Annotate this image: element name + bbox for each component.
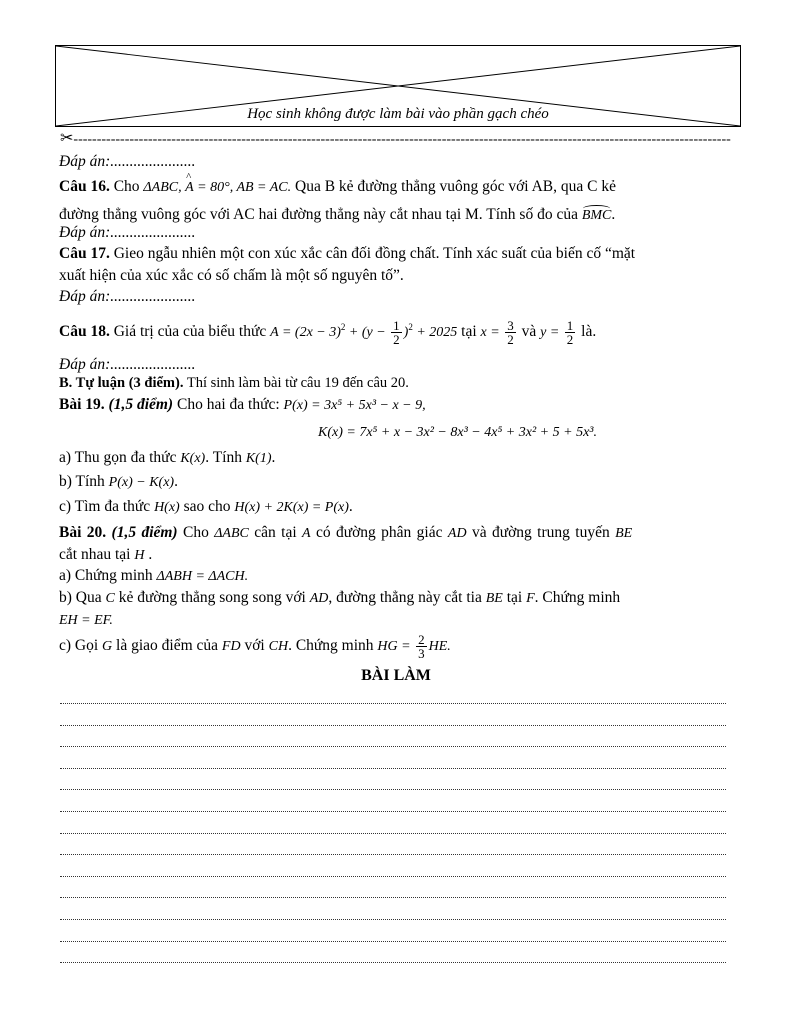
b19-a-end: . [271, 449, 276, 466]
b19-label: Bài 19. [59, 396, 105, 413]
writing-line [60, 919, 726, 920]
frac-num: 3 [507, 318, 514, 334]
part-b-label: B. Tự luận (3 điểm). [59, 375, 184, 391]
problem-20-line-2 [59, 546, 742, 564]
b20-be: BE [615, 526, 633, 541]
b20-vertex-a: A [302, 526, 311, 541]
part-b-text: Thí sinh làm bài từ câu 19 đến câu 20. [183, 375, 409, 391]
b20-b-text: b) Qua [59, 589, 106, 606]
b20-a-text: a) Chứng minh [59, 567, 157, 584]
b19-b-end: . [174, 473, 178, 490]
writing-line [60, 703, 726, 704]
b20-line2-end: . [144, 546, 153, 563]
scissors-icon: ✂ [60, 130, 74, 147]
question-17-line-1 [59, 245, 742, 263]
q18-expr-part-b: + (y − [345, 325, 390, 341]
answer-blank: ...................... [110, 153, 196, 170]
q16-label: Câu 16. [59, 178, 110, 195]
b20-c-hg: HG = [377, 639, 415, 654]
answer-label: Đáp án: [59, 224, 111, 241]
q18-expr-part-c: ) [403, 325, 409, 341]
b19-a-mid: . Tính [205, 449, 246, 466]
b20-b-ad: AD [309, 591, 329, 606]
b19-text: Cho hai đa thức: [173, 396, 284, 413]
frac-den: 2 [507, 332, 514, 348]
b19-c-expr: H(x) + 2K(x) = P(x) [234, 500, 349, 515]
q17-label: Câu 17. [59, 245, 110, 262]
b19-c-mid: sao cho [179, 498, 235, 515]
answer-line-17 [59, 288, 742, 306]
question-17-line-2 [59, 267, 742, 285]
frac-den: 3 [418, 645, 425, 661]
b19-b-text: b) Tính [59, 473, 109, 490]
frac-den: 2 [566, 332, 574, 348]
answer-blank: ...................... [110, 288, 196, 305]
b20-c-t3: . Chứng minh [288, 637, 378, 654]
writing-line [60, 725, 726, 726]
b20-c-ch: CH [268, 639, 289, 654]
q18-and: và [517, 323, 541, 341]
b19-poly-p: P(x) = 3x⁵ + 5x³ − x − 9, [283, 398, 426, 413]
b20-b-t3: tại [502, 589, 527, 606]
problem-19-line-1 [59, 396, 742, 414]
no-write-zone [55, 45, 741, 127]
q16-line2: đường thẳng vuông góc với AC hai đường thẳng này cắt nhau tại M. Tính số đo của [59, 206, 582, 223]
writing-line [60, 941, 726, 942]
q18-square-2: 2 [408, 322, 413, 332]
writing-line [60, 897, 726, 898]
problem-20-part-a [59, 567, 742, 585]
q16-text-2: Qua B kẻ đường thẳng vuông góc với AB, qua C kẻ [291, 178, 616, 195]
writing-line [60, 811, 726, 812]
writing-line [60, 746, 726, 747]
frac-num: 1 [393, 318, 400, 334]
q16-text: Cho [109, 178, 144, 195]
problem-20-part-b [59, 589, 742, 607]
answer-label: Đáp án: [59, 288, 111, 305]
b19-b-expr: P(x) − K(x) [108, 475, 175, 490]
problem-19-part-b [59, 473, 742, 491]
q18-y-eq: y = [540, 325, 563, 341]
frac-num: 1 [566, 318, 574, 334]
problem-19-part-c [59, 498, 742, 516]
q16-end: . [611, 206, 616, 223]
b20-points: (1,5 điểm) [106, 524, 178, 541]
b20-label: Bài 20. [59, 524, 107, 541]
frac-num: 2 [418, 631, 425, 647]
b20-ad: AD [447, 526, 467, 541]
answer-line-18 [59, 356, 742, 374]
b20-b-f: F [526, 591, 535, 606]
writing-line [60, 768, 726, 769]
b19-c-text: c) Tìm đa thức [59, 498, 155, 515]
b20-text-1: Cho [177, 524, 215, 541]
no-write-note: Học sinh không được làm bài vào phần gạch chéo [247, 106, 549, 122]
b20-c-t1: là giao điểm của [112, 637, 222, 654]
q18-at: tại [457, 323, 481, 341]
b19-c-end: . [348, 498, 353, 515]
answer-blank: ...................... [110, 224, 196, 241]
q17-text: Gieo ngẫu nhiên một con xúc xắc cân đối đồng chất. Tính xác suất của biến cố “mặt [109, 245, 636, 262]
b19-c-hx: H(x) [154, 500, 180, 515]
b20-b-t2: , đường thẳng này cắt tia [328, 589, 486, 606]
problem-19-part-a [59, 449, 742, 467]
part-b-heading [59, 375, 742, 392]
problem-20-line-1 [59, 524, 742, 542]
question-16-line-1 [59, 178, 742, 196]
q16-target-angle: BMC [581, 208, 612, 223]
b20-c-g: G [102, 639, 113, 654]
writing-line [60, 876, 726, 877]
q18-frac-y [565, 319, 576, 346]
q18-text: Giá trị của của biểu thức [109, 323, 271, 341]
b20-c-he: HE. [428, 639, 451, 654]
cut-line [60, 128, 732, 148]
q16-condition: = 80°, AB = AC. [193, 180, 292, 195]
q18-expr-part-a: A = (2x − 3) [270, 325, 341, 341]
writing-line [60, 789, 726, 790]
q18-end: là. [577, 323, 597, 341]
cut-dashes: --------------------------------------------------------------------------------------------------------------------------------------------- [73, 132, 731, 147]
question-16-line-2 [59, 206, 742, 224]
answer-label: Đáp án: [59, 153, 111, 170]
b20-text-4: và đường trung tuyến [466, 524, 616, 541]
problem-19-line-2 [318, 423, 742, 441]
b20-c-fd: FD [221, 639, 241, 654]
b20-b-c: C [105, 591, 115, 606]
b20-a-expr: ΔABH = ΔACH. [156, 569, 249, 584]
q18-frac-x [505, 319, 516, 346]
q17-text-2: xuất hiện của xúc xắc có số chấm là một số nguyên tố”. [59, 267, 404, 284]
b20-c-text: c) Gọi [59, 637, 103, 654]
q18-x-eq: x = [480, 325, 504, 341]
writing-line [60, 854, 726, 855]
b20-c-t2: với [240, 637, 269, 654]
q18-expr-part-d: + 2025 [412, 325, 458, 341]
answer-line-16 [59, 224, 742, 242]
b20-triangle: ΔABC [214, 526, 249, 541]
b20-b-be: BE [485, 591, 503, 606]
b19-points: (1,5 điểm) [104, 396, 174, 413]
q16-triangle: ΔABC, [143, 180, 186, 195]
q18-square: 2 [340, 322, 346, 332]
b20-h: H [134, 548, 145, 563]
answer-blank: ...................... [110, 356, 196, 373]
writing-line [60, 962, 726, 963]
q16-angle: ^ A [185, 180, 194, 196]
b19-a-kx: K(x) [180, 451, 206, 466]
frac-den: 2 [393, 332, 400, 348]
question-18 [59, 314, 742, 346]
b20-c-frac [416, 633, 427, 660]
b20-b-t4: . Chứng minh [534, 589, 621, 606]
b20-b-t1: kẻ đường thẳng song song với [114, 589, 310, 606]
q18-label: Câu 18. [59, 323, 110, 341]
b20-line2-text: cắt nhau tại [59, 546, 135, 563]
q18-frac-half [391, 319, 402, 346]
b20-text-3: có đường phân giác [310, 524, 448, 541]
problem-20-part-c [59, 632, 742, 661]
writing-line [60, 833, 726, 834]
b20-b-line2: EH = EF. [59, 613, 113, 628]
b20-text-2: cân tại [248, 524, 303, 541]
problem-20-part-b-2 [59, 611, 742, 629]
answer-label: Đáp án: [59, 356, 111, 373]
answer-line-15 [59, 153, 742, 171]
b19-a-k1: K(1) [245, 451, 272, 466]
work-heading: BÀI LÀM [361, 667, 431, 684]
b19-poly-k: K(x) = 7x⁵ + x − 3x² − 8x³ − 4x⁵ + 3x² + 5 + 5x³. [318, 425, 597, 440]
b19-a-text: a) Thu gọn đa thức [59, 449, 181, 466]
